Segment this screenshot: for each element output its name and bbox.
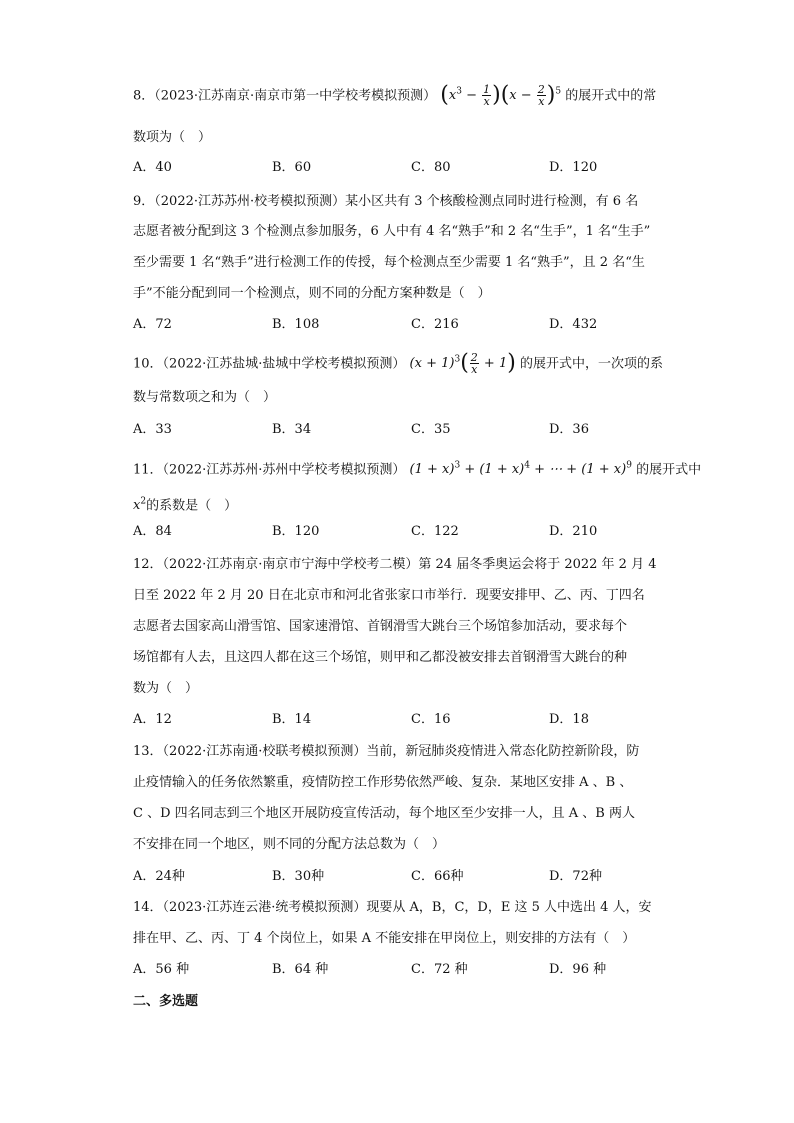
option-a[interactable]: A．72 [133,317,172,332]
question-10-options [133,420,693,440]
option-c[interactable]: C．80 [411,160,451,175]
question-8-formula: ($x^3$ − $\frac{1}{x}$ )(x − $\frac{2}{x}$ )$^5$ [440,82,562,109]
question-11-source: 11．（2022·江苏苏州·苏州中学校考模拟预测） [133,462,406,478]
question-9-options [133,315,693,335]
question-10-line-2: 数与常数项之和为（ ） [133,390,277,405]
question-10-source: 10．（2022·江苏盐城·盐城中学校考模拟预测） [133,356,406,372]
option-c[interactable]: C．35 [411,422,451,437]
question-11-line-2 [133,492,237,516]
option-b[interactable]: B．34 [272,422,312,437]
option-c[interactable]: C．122 [411,524,459,539]
question-8-source: 8．（2023·江苏南京·南京市第一中学校考模拟预测） [133,88,437,104]
option-a[interactable]: A．40 [133,160,172,175]
option-b[interactable]: B．64 种 [272,962,329,977]
question-11-variable: x [133,498,141,514]
question-13-line-1: 13．（2022·江苏南通·校联考模拟预测）当前，新冠肺炎疫情进入常态化防控新阶段，防 [133,744,640,759]
question-8-line-2: 数项为（ ） [133,130,212,145]
option-a[interactable]: A．56 种 [133,962,190,977]
option-b[interactable]: B．30种 [272,869,325,884]
question-13-line-2: 止疫情输入的任务依然繁重，疫情防控工作形势依然严峻、复杂．某地区安排 A 、B 、 [133,775,633,790]
question-9-line-1: 9．（2022·江苏苏州·校考模拟预测）某小区共有 3 个核酸检测点同时进行检测，有 6 名 [133,194,639,209]
question-11-formula: $(1 + x)^3 + (1 + x)^4$ + ⋯ + $(1 + x)^9$ [409,461,632,478]
option-d[interactable]: D．36 [549,422,589,437]
question-13-options [133,867,693,887]
question-9-line-3: 至少需要 1 名“熟手”进行检测工作的传授，每个检测点至少需要 1 名“熟手”，且 2 名“生 [133,255,645,270]
question-14-options [133,960,693,980]
question-10-text: 的展开式中，一次项的系 [519,356,663,372]
question-11-options [133,522,693,542]
question-12-line-2: 日至 2022 年 2 月 20 日在北京市和河北省张家口市举行．现要安排甲、乙、丙、丁四名 [133,588,645,603]
option-c[interactable]: C．16 [411,712,451,727]
option-b[interactable]: B．108 [272,317,320,332]
question-8-options [133,158,693,178]
question-12-line-4: 场馆都有人去，且这四人都在这三个场馆，则甲和乙都没被安排去首钢滑雪大跳台的种 [133,650,628,665]
option-b[interactable]: B．120 [272,524,320,539]
question-10-formula: $(x + 1)^3$( $\frac{2}{x}$ + 1) [409,350,516,377]
question-14-line-2: 排在甲、乙、丙、丁 4 个岗位上，如果 A 不能安排在甲岗位上，则安排的方法有（ ） [133,931,636,946]
question-13-line-4: 不安排在同一个地区，则不同的分配方法总数为（ ） [133,837,446,852]
question-11-text-2: 的系数是（ ） [146,498,238,514]
question-12-options [133,710,693,730]
option-a[interactable]: A．24种 [133,869,185,884]
question-11-line-1 [133,456,701,480]
option-d[interactable]: D．432 [549,317,598,332]
option-b[interactable]: B．60 [272,160,312,175]
question-11-text: 的展开式中 [636,462,702,478]
option-c[interactable]: C．72 种 [411,962,468,977]
option-a[interactable]: A．84 [133,524,172,539]
question-12-line-3: 志愿者去国家高山滑雪馆、国家速滑馆、首钢滑雪大跳台三个场馆参加活动，要求每个 [133,619,628,634]
question-12-line-1: 12．（2022·江苏南京·南京市宁海中学校考二模）第 24 届冬季奥运会将于 2022 年 2 月 4 [133,557,657,572]
question-12-line-5: 数为（ ） [133,681,199,696]
option-b[interactable]: B．14 [272,712,312,727]
question-9-line-4: 手”不能分配到同一个检测点，则不同的分配方案种数是（ ） [133,286,491,301]
option-d[interactable]: D．96 种 [549,962,607,977]
question-8-text: 的展开式中的常 [565,88,657,104]
option-c[interactable]: C．66种 [411,869,464,884]
option-a[interactable]: A．12 [133,712,172,727]
question-10-line-1 [133,350,663,375]
question-14-line-1: 14．（2023·江苏连云港·统考模拟预测）现要从 A，B，C，D，E 这 5 人中选出 4 人，安 [133,900,652,915]
question-13-line-3: C 、D 四名同志到三个地区开展防疫宣传活动，每个地区至少安排一人，且 A 、B 两人 [133,806,635,821]
option-d[interactable]: D．120 [549,160,598,175]
section-title: 二、多选题 [133,994,199,1009]
option-a[interactable]: A．33 [133,422,172,437]
option-d[interactable]: D．18 [549,712,589,727]
option-d[interactable]: D．210 [549,524,598,539]
question-11-exponent: 2 [140,497,147,507]
option-d[interactable]: D．72种 [549,869,602,884]
option-c[interactable]: C．216 [411,317,459,332]
question-9-line-2: 志愿者被分配到这 3 个检测点参加服务，6 人中有 4 名“熟手”和 2 名“生手”，1 名“生手” [133,224,651,239]
question-8-line-1 [133,82,656,107]
